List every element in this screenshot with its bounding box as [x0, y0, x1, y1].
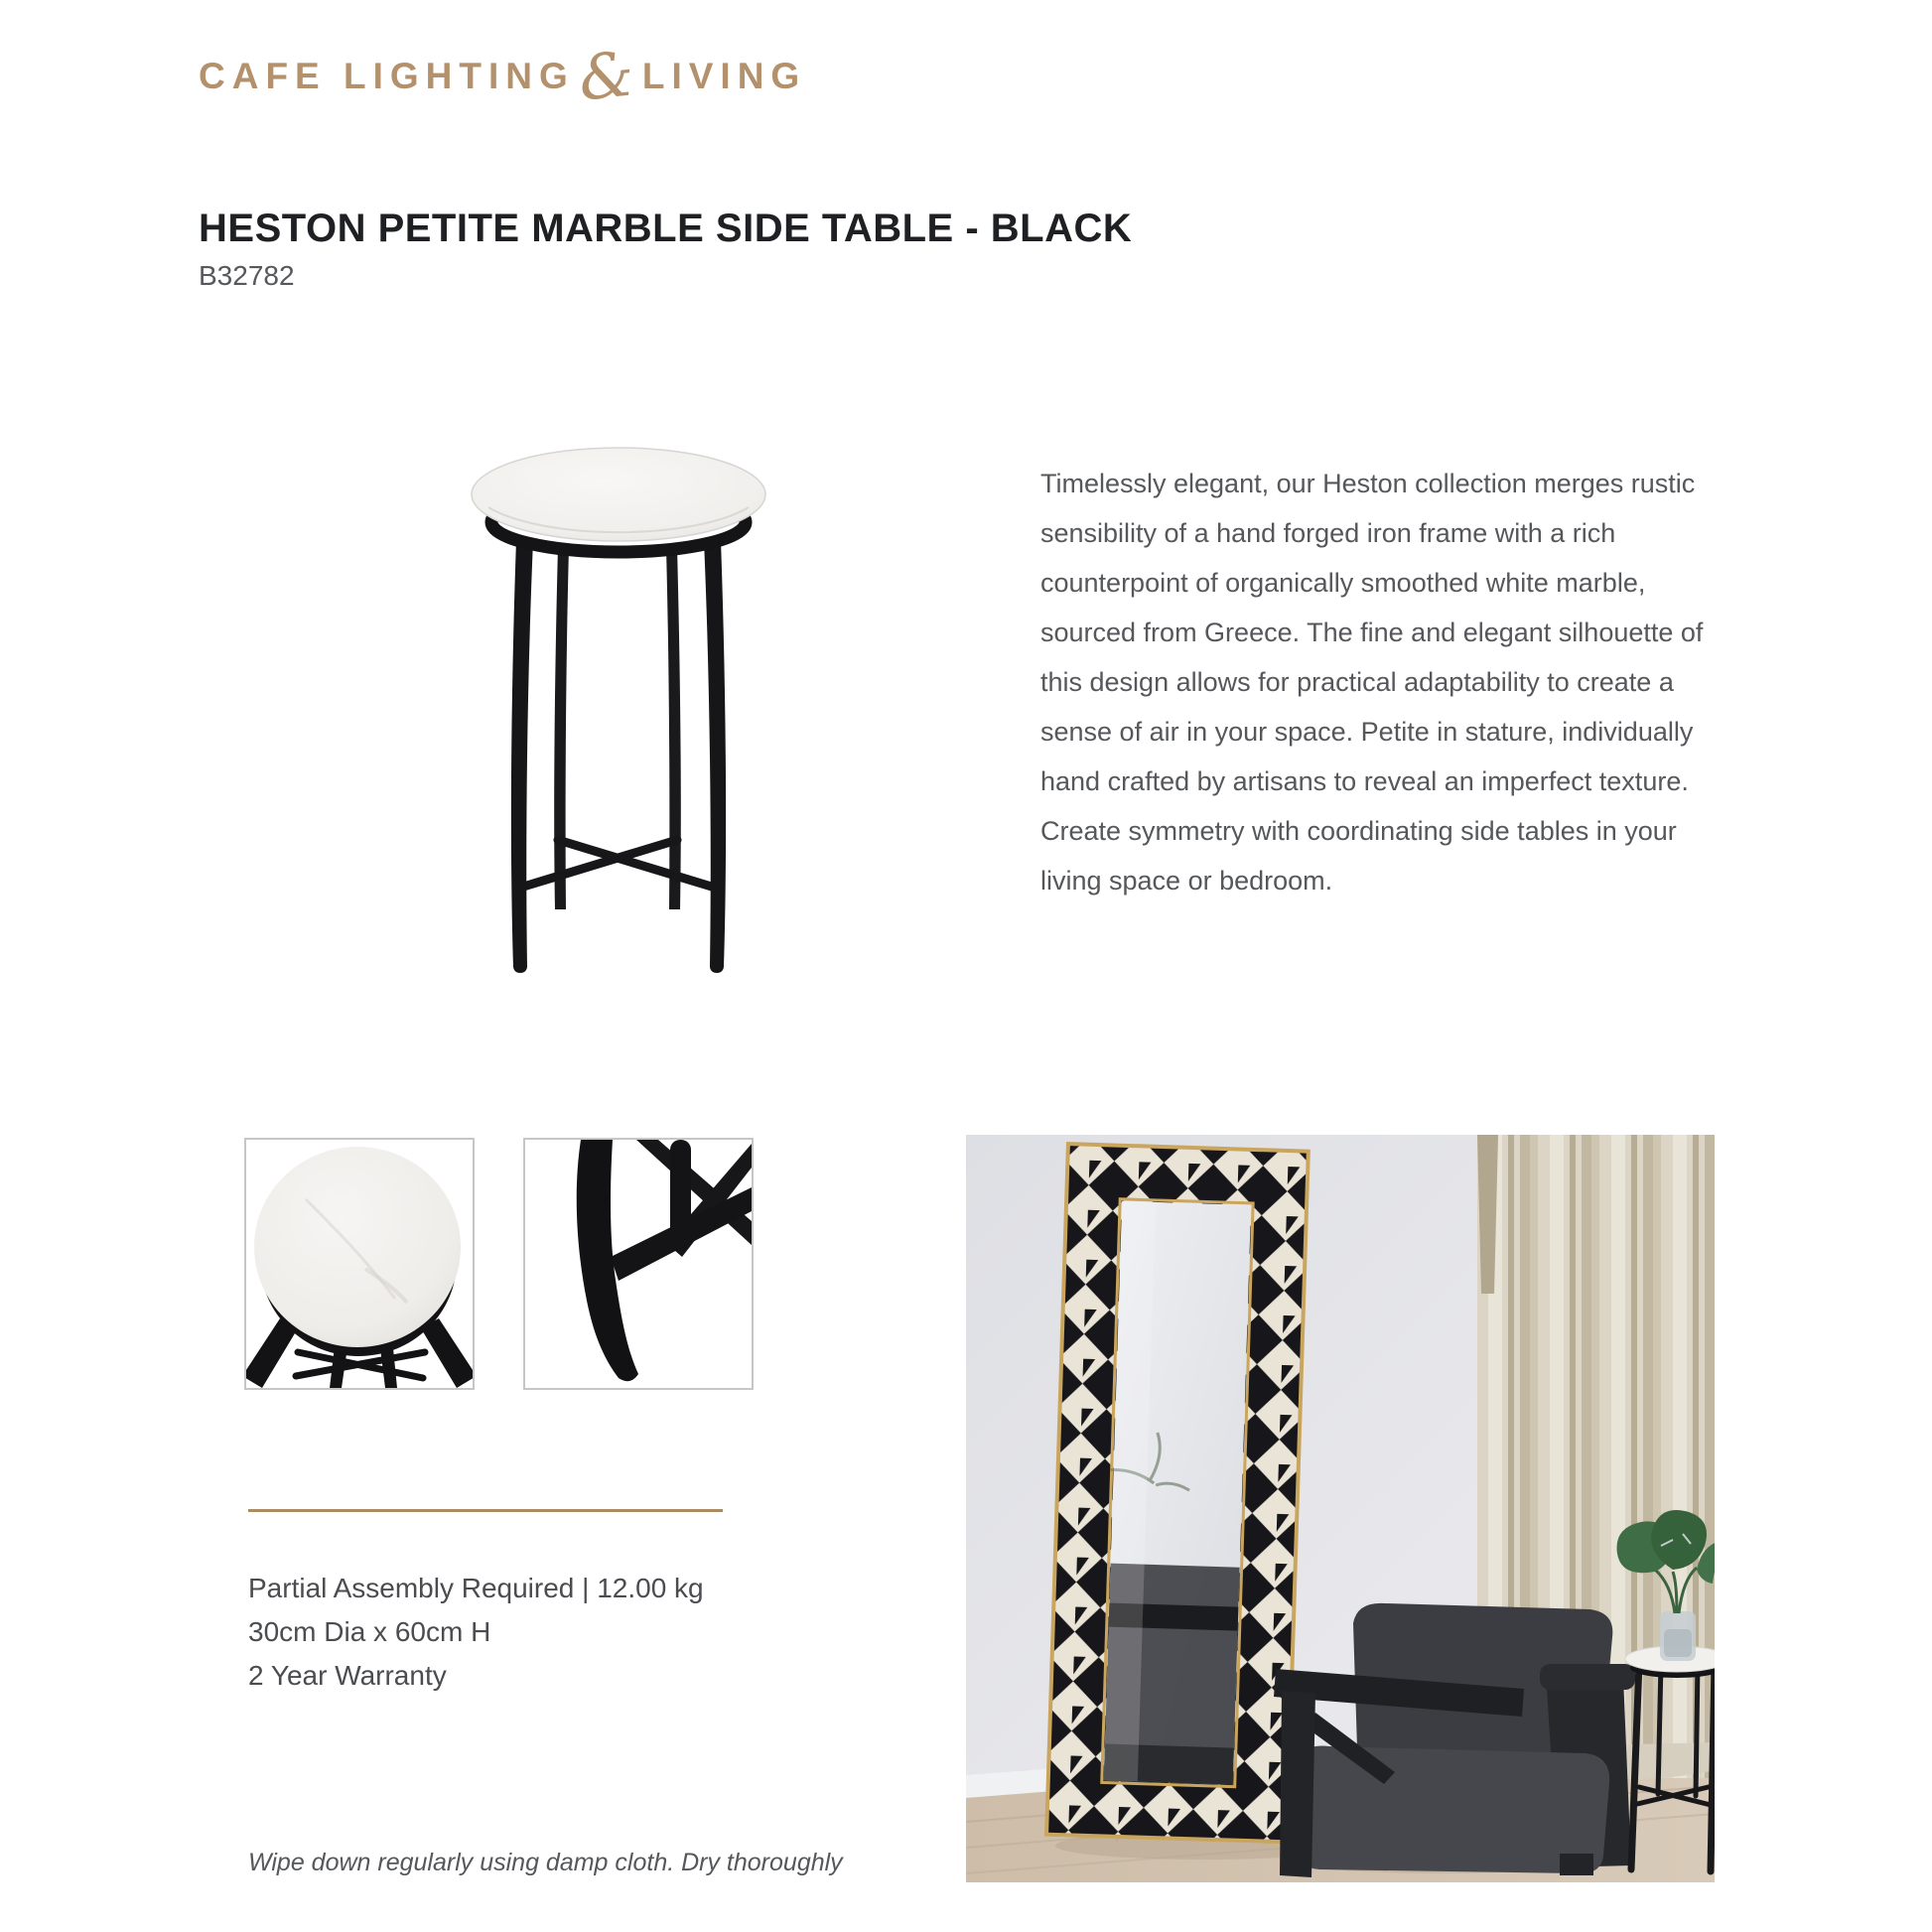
brand-logo	[199, 37, 807, 115]
product-sku: B32782	[199, 260, 295, 291]
thumbnail-marble-top	[244, 1138, 475, 1390]
brand-text-left: CAFE LIGHTING	[199, 56, 575, 96]
section-divider	[248, 1509, 723, 1512]
forged-leg-detail-illustration	[525, 1140, 752, 1388]
marble-top-detail-illustration	[246, 1140, 473, 1388]
floor-mirror	[1044, 1142, 1311, 1844]
spec-line-warranty: 2 Year Warranty	[248, 1660, 447, 1691]
brand-text-right: LIVING	[641, 56, 807, 96]
thumbnail-leg-detail	[523, 1138, 754, 1390]
lifestyle-room-illustration	[966, 1135, 1715, 1882]
spec-line-assembly-weight: Partial Assembly Required | 12.00 kg	[248, 1573, 704, 1603]
product-description: Timelessly elegant, our Heston collection merges rustic sensibility of a hand forged iron frame with a rich counterpoint of organically smoothed white marble, sourced from Greece. The fine and elegant silhouette of this design allows for practical adaptability to create a sense of air in your space. Petite in stature, individually hand crafted by artisans to reveal an imperfect texture. Create symmetry with coordinating side tables in your living space or bedroom.	[1040, 469, 1704, 896]
product-title: HESTON PETITE MARBLE SIDE TABLE - BLACK	[199, 207, 1133, 250]
care-note: Wipe down regularly using damp cloth. Dry thoroughly	[248, 1849, 843, 1876]
spec-line-dimensions: 30cm Dia x 60cm H	[248, 1616, 491, 1647]
product-photo	[459, 443, 778, 1027]
marble-side-table-illustration	[459, 443, 778, 1027]
brand-ampersand-glyph: &	[575, 37, 638, 115]
lifestyle-photo	[966, 1135, 1715, 1882]
spec-list	[248, 1567, 704, 1698]
